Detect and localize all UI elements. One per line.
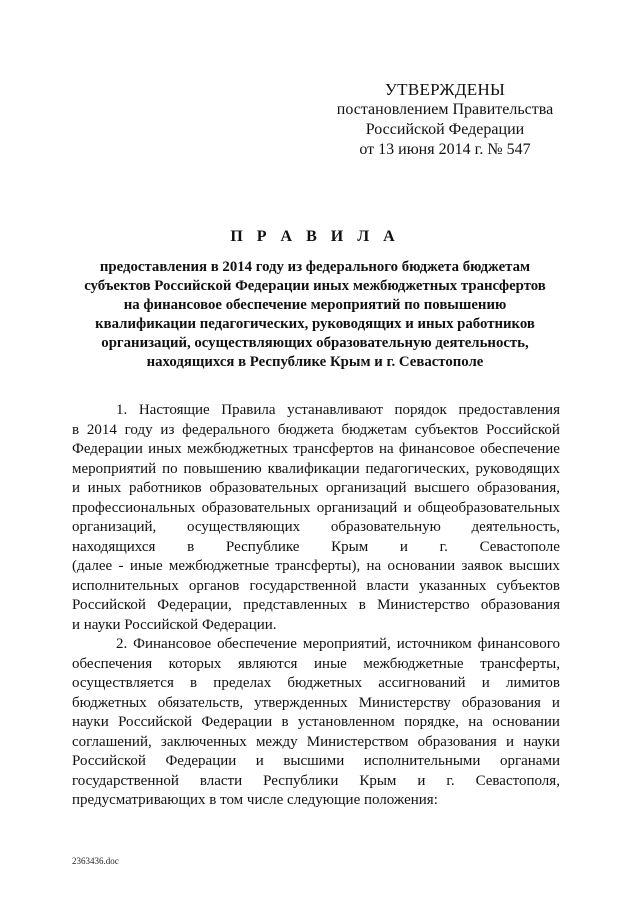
approval-line: постановлением Правительства — [336, 101, 554, 118]
subtitle-line: предоставления в 2014 году из федерального бюджета бюджетам — [99, 259, 531, 275]
body-line: 1. Настоящие Правила устанавливают порядок предоставления — [116, 402, 560, 418]
body-line: Федерации иных межбюджетных трансфертов на финансовое обеспечение — [72, 441, 560, 457]
body-line: соглашений, заключенных между Министерством образования и науки — [72, 733, 560, 750]
subtitle-line: субъектов Российской Федерации иных межбюджетных трансфертов — [84, 278, 546, 294]
subtitle-line: квалификации педагогических, руководящих и иных работников — [95, 316, 535, 332]
approval-line: от 13 июня 2014 г. № 547 — [359, 141, 531, 158]
approval-heading: УТВЕРЖДЕНЫ — [384, 80, 506, 99]
document-subtitle — [70, 258, 560, 372]
body-line: мероприятий по повышению квалификации педагогических, руководящих — [72, 460, 560, 477]
body-line: осуществляется в пределах бюджетных ассигнований и лимитов — [72, 675, 560, 691]
subtitle-line: находящихся в Республике Крым и г. Севастополе — [146, 354, 484, 370]
body-line: Российской Федерации и высшими исполнительными органами — [72, 753, 560, 769]
approval-line: Российской Федерации — [365, 121, 525, 138]
body-line: организаций, осуществляющих образовательную деятельность, — [72, 519, 560, 535]
approval-stamp — [330, 80, 560, 160]
subtitle-line: на финансовое обеспечение мероприятий по повышению — [123, 297, 507, 313]
paragraph-2 — [72, 635, 560, 811]
body-line: Российской Федерации, представленных в Министерство образования — [72, 597, 560, 613]
body-line: государственной власти Республики Крым и г. Севастополя, — [72, 772, 560, 789]
body-line: исполнительных органов государственной власти указанных субъектов — [72, 577, 560, 594]
body-line: обеспечения которых являются иные межбюджетные трансферты, — [72, 655, 560, 672]
body-line: профессиональных образовательных организаций и общеобразовательных — [72, 499, 560, 516]
body-line: науки Российской Федерации в установленном порядке, на основании — [72, 714, 560, 730]
subtitle-line: организаций, осуществляющих образовательную деятельность, — [101, 335, 529, 351]
paragraph-1 — [72, 401, 560, 635]
document-body — [72, 401, 560, 811]
body-line: предусматривающих в том числе следующие положения: — [72, 792, 438, 808]
file-name-footer: 2363436.doc — [72, 856, 119, 866]
body-line: 2. Финансовое обеспечение мероприятий, источником финансового — [116, 636, 560, 652]
document-title: П Р А В И Л А — [230, 228, 400, 245]
body-line: бюджетных обязательств, утвержденных Министерству образования и — [72, 694, 560, 711]
body-line: и иных работников образовательных организаций высшего образования, — [72, 480, 560, 496]
body-line: в 2014 году из федерального бюджета бюджетам субъектов Российской — [72, 421, 560, 438]
body-line: и науки Российской Федерации. — [72, 616, 277, 633]
body-line: (далее - иные межбюджетные трансферты), на основании заявок высших — [72, 558, 560, 574]
body-line: находящихся в Республике Крым и г. Севастополе — [72, 538, 560, 555]
